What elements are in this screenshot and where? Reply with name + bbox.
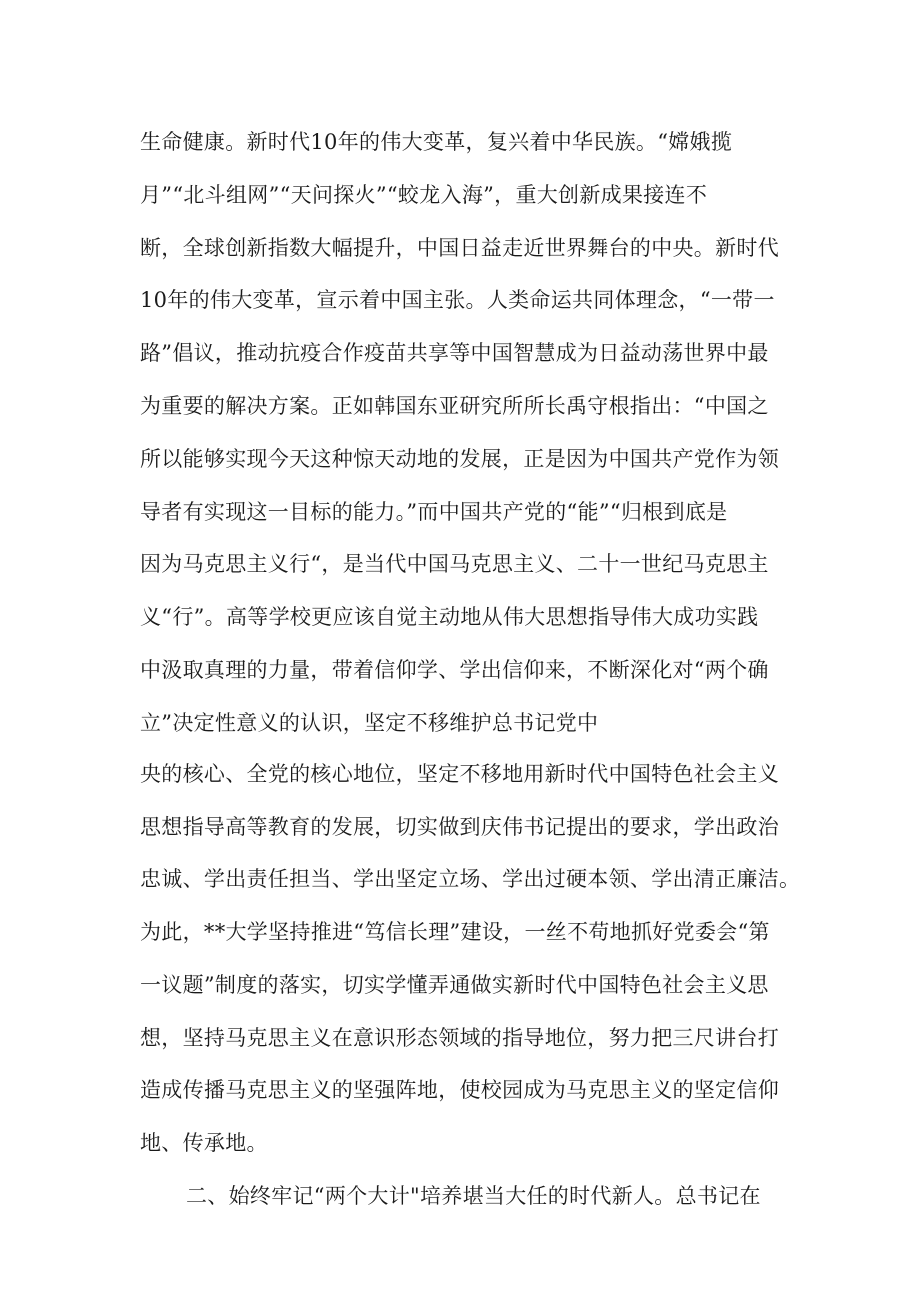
text-line-17: 一议题”制度的落实，切实学懂弄通做实新时代中国特色社会主义思	[140, 973, 769, 997]
text-line-9: 因为马克思主义行“，是当代中国马克思主义、二十一世纪马克思主	[140, 552, 769, 576]
text-line-8: 导者有实现这一目标的能力。”而中国共产党的“能”“归根到底是	[140, 500, 728, 524]
section-heading-line: 二、始终牢记“两个大计"培养堪当大任的时代新人。总书记在	[186, 1184, 761, 1208]
text-line-1: 生命健康。新时代10年的伟大变革，复兴着中华民族。“嫦娥揽	[140, 130, 733, 154]
text-line-15: 忠诚、学出责任担当、学出坚定立场、学出过硬本领、学出清正廉洁。	[140, 867, 801, 891]
text-line-12: 立”决定性意义的认识，坚定不移维护总书记党中	[140, 711, 599, 735]
text-line-3: 断，全球创新指数大幅提升，中国日益走近世界舞台的中央。新时代	[140, 236, 779, 260]
text-line-5: 路”倡议，推动抗疫合作疫苗共享等中国智慧成为日益动荡世界中最	[140, 341, 769, 365]
text-line-14: 思想指导高等教育的发展，切实做到庆伟书记提出的要求，学出政治	[140, 815, 779, 839]
text-line-19: 造成传播马克思主义的坚强阵地，使校园成为马克思主义的坚定信仰	[140, 1078, 779, 1102]
text-line-7: 所以能够实现今天这种惊天动地的发展，正是因为中国共产党作为领	[140, 447, 779, 471]
text-line-18: 想，坚持马克思主义在意识形态领域的指导地位，努力把三尺讲台打	[140, 1026, 779, 1050]
text-line-6: 为重要的解决方案。正如韩国东亚研究所所长禹守根指出：“中国之	[140, 394, 769, 418]
text-line-16: 为此，**大学坚持推进“笃信长理”建设，一丝不苟地抓好党委会“第	[140, 920, 770, 944]
text-line-13: 央的核心、全党的核心地位，坚定不移地用新时代中国特色社会主义	[140, 762, 779, 786]
text-line-11: 中汲取真理的力量，带着信仰学、学出信仰来，不断深化对“两个确	[140, 658, 769, 682]
text-line-2: 月”“北斗组网”“天问探火”“蛟龙入海”，重大创新成果接连不	[140, 183, 708, 207]
text-line-4: 10年的伟大变革，宣示着中国主张。人类命运共同体理念，“一带一	[140, 288, 775, 312]
text-line-10: 义“行”。高等学校更应该自觉主动地从伟大思想指导伟大成功实践	[140, 605, 759, 629]
text-line-20: 地、传承地。	[140, 1131, 268, 1155]
